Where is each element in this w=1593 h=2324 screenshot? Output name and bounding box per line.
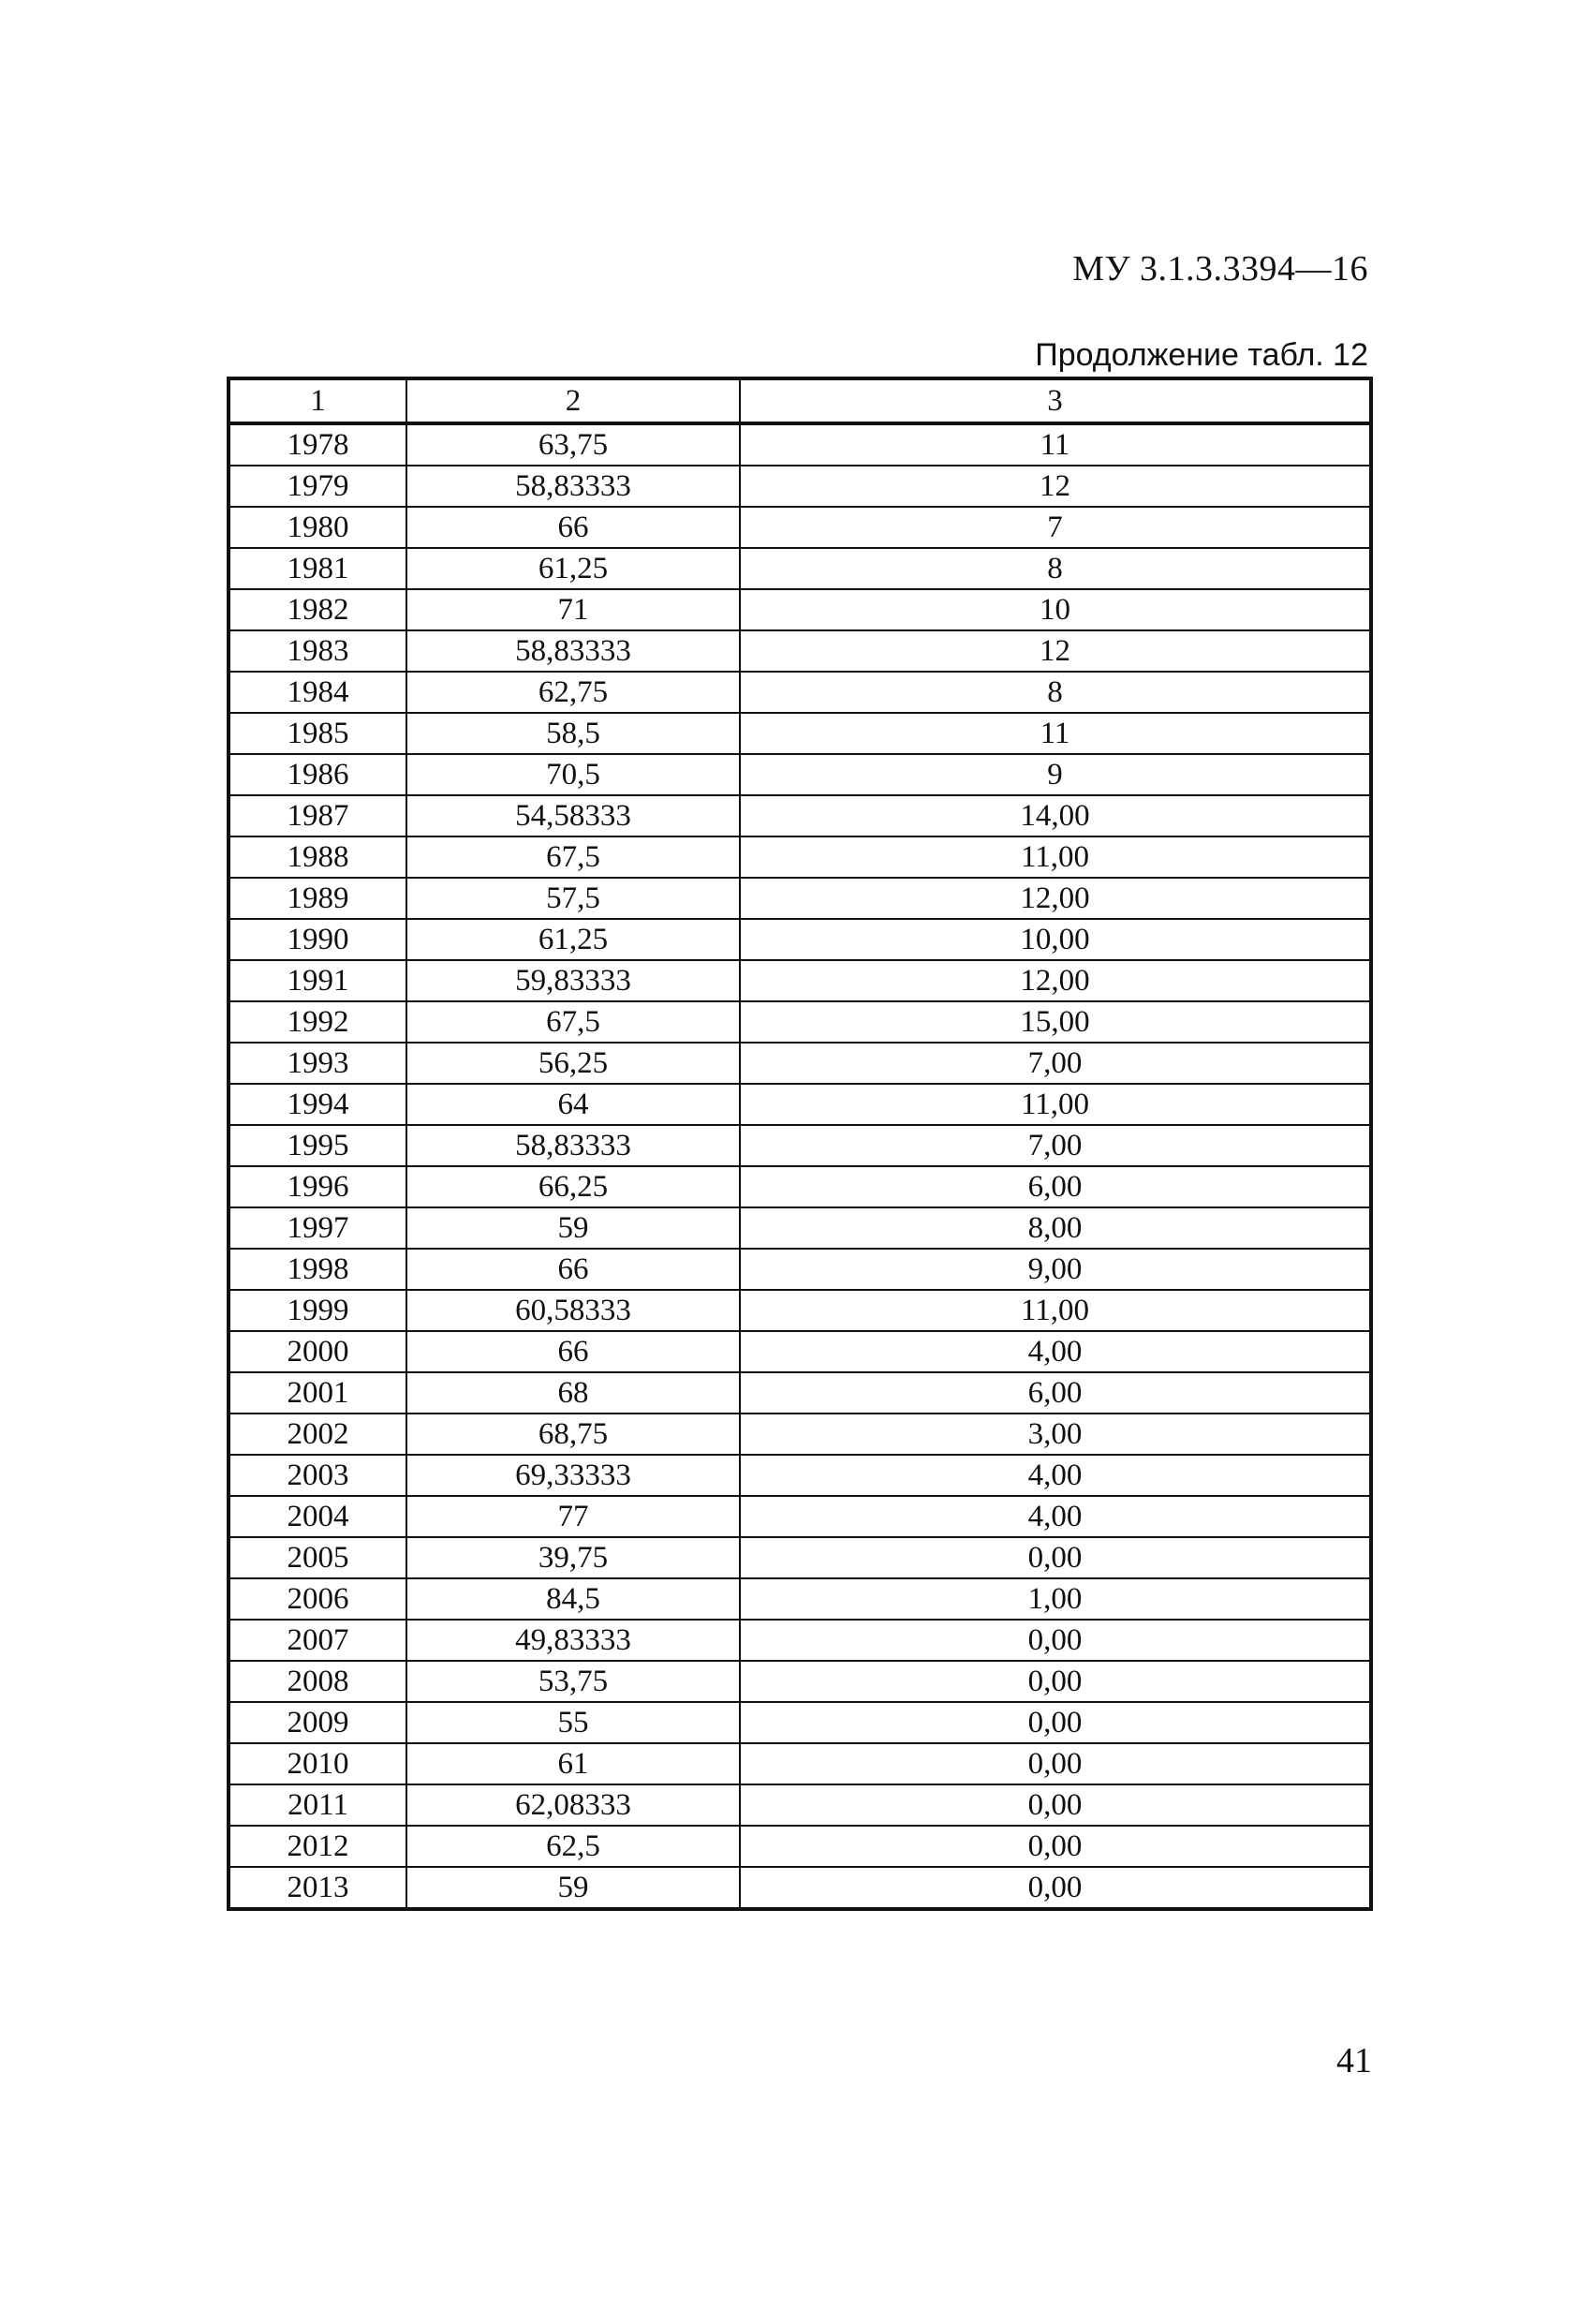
table-cell-col-3: 7 [740,507,1371,548]
column-header-1: 1 [229,378,406,423]
table-cell-col-2: 67,5 [406,1001,740,1043]
table-cell-col-3: 0,00 [740,1620,1371,1661]
table-cell-col-2: 59 [406,1207,740,1249]
document-code: МУ 3.1.3.3394—16 [1072,249,1368,289]
table-cell-col-3: 10,00 [740,919,1371,960]
table-row [229,1743,1371,1784]
table-cell-col-1: 1987 [229,795,406,836]
table-cell-col-3: 6,00 [740,1166,1371,1207]
table-row [229,960,1371,1001]
table-cell-col-2: 66 [406,1249,740,1290]
table-cell-col-1: 1981 [229,548,406,589]
table-cell-col-2: 62,5 [406,1826,740,1867]
table-row [229,1826,1371,1867]
table-cell-col-3: 11 [740,423,1371,466]
table-cell-col-1: 1984 [229,672,406,713]
table-cell-col-1: 1997 [229,1207,406,1249]
table-cell-col-3: 12,00 [740,878,1371,919]
table-cell-col-3: 1,00 [740,1578,1371,1620]
table-body [229,423,1371,1909]
table-cell-col-2: 66,25 [406,1166,740,1207]
table-row [229,1166,1371,1207]
table-cell-col-3: 15,00 [740,1001,1371,1043]
table-row [229,1455,1371,1496]
table-row [229,1578,1371,1620]
table-cell-col-2: 60,58333 [406,1290,740,1331]
table-cell-col-3: 0,00 [740,1661,1371,1702]
table-cell-col-2: 59,83333 [406,960,740,1001]
table-cell-col-1: 2007 [229,1620,406,1661]
table-row [229,1290,1371,1331]
table-cell-col-3: 11,00 [740,836,1371,878]
table-cell-col-3: 0,00 [740,1784,1371,1826]
table-row [229,1620,1371,1661]
table-cell-col-1: 1999 [229,1290,406,1331]
table-cell-col-1: 2002 [229,1414,406,1455]
table-cell-col-3: 3,00 [740,1414,1371,1455]
table-cell-col-2: 62,75 [406,672,740,713]
table-cell-col-1: 1988 [229,836,406,878]
table-cell-col-1: 1980 [229,507,406,548]
table-cell-col-2: 68 [406,1372,740,1414]
data-table [227,377,1373,1911]
table-cell-col-2: 59 [406,1867,740,1909]
table-row [229,1661,1371,1702]
table-cell-col-3: 4,00 [740,1331,1371,1372]
table-cell-col-1: 1994 [229,1084,406,1125]
table-cell-col-2: 77 [406,1496,740,1537]
table-cell-col-2: 39,75 [406,1537,740,1578]
table-cell-col-2: 71 [406,589,740,630]
table-cell-col-3: 8,00 [740,1207,1371,1249]
table-row [229,1084,1371,1125]
table-cell-col-3: 11 [740,713,1371,754]
table-cell-col-2: 70,5 [406,754,740,795]
table-cell-col-3: 10 [740,589,1371,630]
table-cell-col-1: 1982 [229,589,406,630]
table-cell-col-3: 11,00 [740,1084,1371,1125]
table-row [229,878,1371,919]
table-row [229,1207,1371,1249]
table-row [229,672,1371,713]
table-row [229,589,1371,630]
table-cell-col-2: 58,5 [406,713,740,754]
table-cell-col-2: 64 [406,1084,740,1125]
table-row [229,548,1371,589]
table-cell-col-1: 1989 [229,878,406,919]
table-cell-col-3: 0,00 [740,1826,1371,1867]
table-cell-col-3: 0,00 [740,1702,1371,1743]
table-cell-col-3: 0,00 [740,1537,1371,1578]
table-cell-col-1: 2013 [229,1867,406,1909]
table-cell-col-3: 14,00 [740,795,1371,836]
table-row [229,1331,1371,1372]
table-cell-col-3: 11,00 [740,1290,1371,1331]
table-row [229,1496,1371,1537]
table-row [229,919,1371,960]
table-row [229,1001,1371,1043]
table-cell-col-2: 61 [406,1743,740,1784]
table-row [229,630,1371,672]
table-header-row [229,378,1371,423]
table-cell-col-3: 8 [740,548,1371,589]
table-cell-col-3: 4,00 [740,1496,1371,1537]
table-row [229,713,1371,754]
table-cell-col-2: 49,83333 [406,1620,740,1661]
table-cell-col-3: 9 [740,754,1371,795]
table-cell-col-2: 66 [406,1331,740,1372]
table-cell-col-1: 2004 [229,1496,406,1537]
table-cell-col-2: 58,83333 [406,630,740,672]
table-cell-col-1: 1985 [229,713,406,754]
table-cell-col-3: 7,00 [740,1043,1371,1084]
table-cell-col-1: 2003 [229,1455,406,1496]
table-row [229,1372,1371,1414]
table-cell-col-1: 2005 [229,1537,406,1578]
table-cell-col-2: 67,5 [406,836,740,878]
table-cell-col-1: 1979 [229,466,406,507]
column-header-3: 3 [740,378,1371,423]
table-cell-col-2: 54,58333 [406,795,740,836]
table-row [229,795,1371,836]
table-row [229,1702,1371,1743]
table-cell-col-3: 7,00 [740,1125,1371,1166]
table-cell-col-3: 8 [740,672,1371,713]
table-row [229,423,1371,466]
table-row [229,1867,1371,1909]
table-cell-col-1: 2000 [229,1331,406,1372]
table-cell-col-1: 1995 [229,1125,406,1166]
table-row [229,754,1371,795]
table-cell-col-1: 1990 [229,919,406,960]
table-cell-col-1: 1991 [229,960,406,1001]
table-row [229,1537,1371,1578]
table-cell-col-2: 69,33333 [406,1455,740,1496]
table-cell-col-2: 58,83333 [406,1125,740,1166]
table-cell-col-2: 55 [406,1702,740,1743]
table-row [229,1784,1371,1826]
table-row [229,1125,1371,1166]
column-header-2: 2 [406,378,740,423]
data-table-container [227,377,1369,1911]
table-cell-col-3: 12 [740,630,1371,672]
table-caption: Продолжение табл. 12 [1035,337,1368,373]
table-row [229,1249,1371,1290]
table-cell-col-3: 12,00 [740,960,1371,1001]
table-cell-col-1: 1992 [229,1001,406,1043]
table-cell-col-2: 68,75 [406,1414,740,1455]
table-cell-col-1: 2009 [229,1702,406,1743]
table-cell-col-2: 58,83333 [406,466,740,507]
table-cell-col-1: 2001 [229,1372,406,1414]
table-cell-col-2: 62,08333 [406,1784,740,1826]
table-cell-col-1: 2010 [229,1743,406,1784]
table-row [229,507,1371,548]
table-row [229,1043,1371,1084]
table-cell-col-2: 84,5 [406,1578,740,1620]
table-cell-col-1: 2006 [229,1578,406,1620]
table-cell-col-1: 1996 [229,1166,406,1207]
table-row [229,466,1371,507]
table-cell-col-2: 53,75 [406,1661,740,1702]
table-cell-col-1: 1983 [229,630,406,672]
table-cell-col-2: 56,25 [406,1043,740,1084]
table-cell-col-2: 57,5 [406,878,740,919]
table-cell-col-1: 1998 [229,1249,406,1290]
table-row [229,836,1371,878]
table-cell-col-3: 12 [740,466,1371,507]
table-cell-col-1: 2012 [229,1826,406,1867]
table-cell-col-2: 66 [406,507,740,548]
table-cell-col-3: 0,00 [740,1867,1371,1909]
table-cell-col-3: 6,00 [740,1372,1371,1414]
table-cell-col-3: 9,00 [740,1249,1371,1290]
page-number: 41 [1336,2041,1372,2080]
table-cell-col-2: 63,75 [406,423,740,466]
table-cell-col-1: 1978 [229,423,406,466]
table-cell-col-1: 2011 [229,1784,406,1826]
table-cell-col-1: 2008 [229,1661,406,1702]
table-cell-col-1: 1993 [229,1043,406,1084]
table-cell-col-2: 61,25 [406,548,740,589]
table-cell-col-2: 61,25 [406,919,740,960]
table-cell-col-3: 4,00 [740,1455,1371,1496]
table-cell-col-1: 1986 [229,754,406,795]
table-cell-col-3: 0,00 [740,1743,1371,1784]
table-row [229,1414,1371,1455]
